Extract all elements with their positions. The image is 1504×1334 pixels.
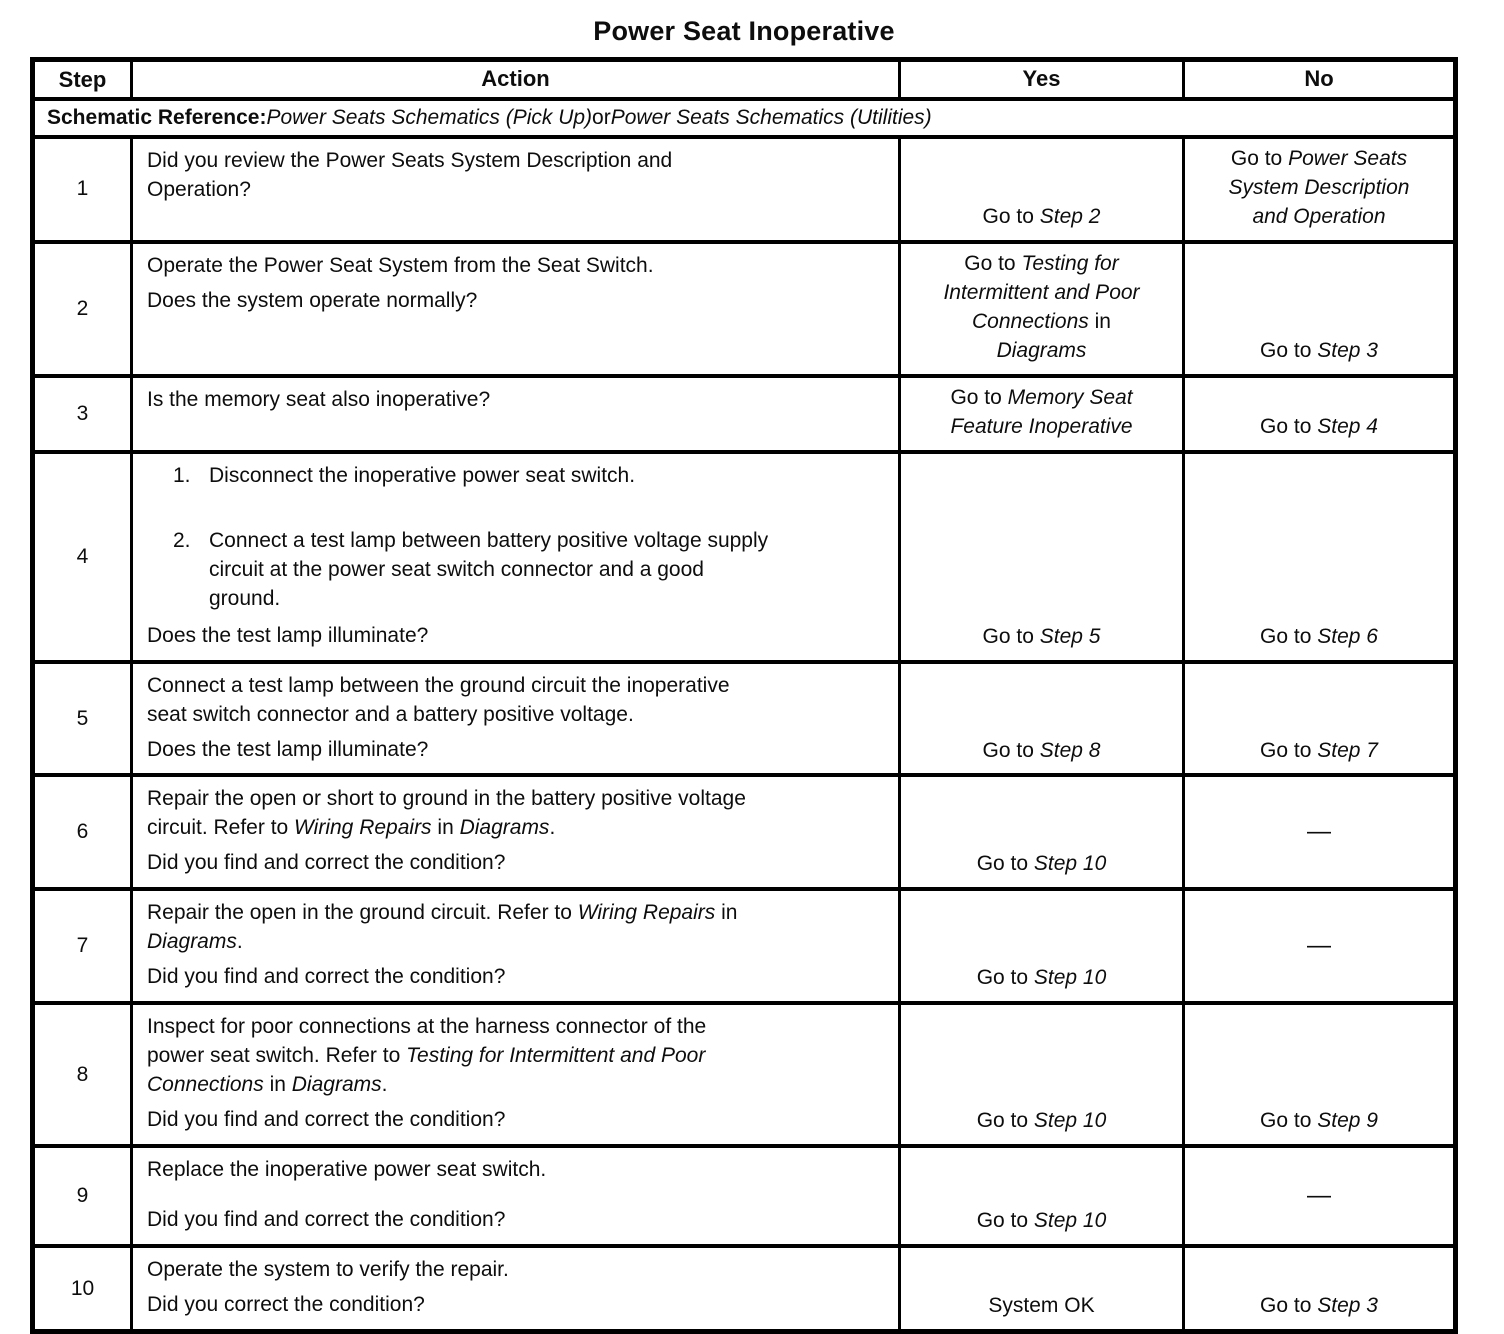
step-number: 5	[35, 664, 133, 774]
text-run: Step 10	[1033, 966, 1107, 990]
text-run: Power Seats Schematics (Pick Up)	[266, 106, 593, 129]
yes-cell-text	[943, 250, 1139, 366]
text-run: Power Seats Schematics (Utilities)	[610, 106, 932, 129]
schematic-reference-row	[35, 101, 1453, 139]
text-run: .	[236, 930, 243, 954]
text-run: in	[715, 901, 738, 925]
text-run: Step 7	[1317, 738, 1378, 762]
yes-cell	[901, 378, 1185, 450]
text-run: Operate the system to verify the repair.	[147, 1258, 509, 1282]
action-question	[147, 843, 882, 878]
text-run: Diagrams	[291, 1073, 382, 1097]
action-question	[147, 614, 882, 651]
page-title: Power Seat Inoperative	[593, 16, 895, 46]
no-cell	[1185, 139, 1453, 240]
text-run: Step 5	[1039, 624, 1101, 648]
text-run: Step 8	[1039, 738, 1101, 762]
column-header-yes: Yes	[901, 62, 1185, 97]
text-run: Go to	[1230, 147, 1289, 170]
yes-cell	[901, 1148, 1185, 1244]
step-number: 2	[35, 244, 133, 374]
text-run: power seat switch. Refer to	[147, 1044, 407, 1068]
text-run: Step 10	[1033, 1109, 1107, 1133]
text-run: Did you review the Power Seats System Description and	[147, 149, 673, 172]
text-run: .	[549, 816, 556, 840]
yes-cell-text	[950, 384, 1132, 442]
text-run: Go to	[1260, 338, 1318, 362]
text-run: —	[1307, 1181, 1331, 1209]
no-cell-text	[1307, 1179, 1331, 1212]
diagnostic-table	[30, 57, 1458, 1334]
table-header-row	[35, 62, 1453, 101]
text-run: Intermittent and Poor	[943, 280, 1140, 304]
text-run: Does the test lamp illuminate?	[147, 737, 429, 761]
action-text	[147, 785, 882, 843]
no-cell-text	[1307, 815, 1331, 848]
action-text	[147, 252, 882, 281]
action-cell	[133, 1248, 901, 1329]
text-run: circuit at the power seat switch connector and a good	[209, 557, 704, 581]
text-run: Go to	[1260, 1294, 1318, 1318]
column-header-no: No	[1304, 66, 1334, 92]
text-run: Step 4	[1317, 414, 1378, 438]
yes-cell	[901, 664, 1185, 774]
no-cell-text	[1260, 737, 1378, 766]
action-cell	[133, 139, 901, 240]
text-run: Go to	[964, 251, 1022, 275]
no-cell	[1185, 777, 1453, 887]
yes-cell-text	[983, 737, 1101, 766]
yes-cell	[901, 1248, 1185, 1329]
list-item-text	[209, 527, 882, 614]
schematic-reference-text	[35, 101, 1453, 135]
text-run: Connect a test lamp between the ground circuit the inoperative	[147, 673, 730, 697]
list-item	[147, 527, 882, 614]
yes-cell-text	[977, 1107, 1107, 1136]
text-run: Diagrams	[147, 930, 237, 954]
text-run: Did you find and correct the condition?	[147, 851, 506, 875]
no-cell-text	[1260, 1292, 1378, 1321]
no-cell	[1185, 1248, 1453, 1329]
yes-cell-text	[977, 1207, 1107, 1236]
text-run: or	[592, 106, 611, 129]
text-run: in	[1088, 309, 1111, 333]
no-cell	[1185, 244, 1453, 374]
table-row	[35, 378, 1453, 454]
no-cell-text	[1260, 413, 1378, 442]
text-run: Did you find and correct the condition?	[147, 1208, 506, 1232]
action-cell	[133, 1148, 901, 1244]
yes-cell	[901, 139, 1185, 240]
yes-cell	[901, 891, 1185, 1001]
action-question	[147, 957, 882, 992]
step-number: 7	[35, 891, 133, 1001]
text-run: Step 3	[1317, 1294, 1378, 1318]
step-number: 4	[35, 454, 133, 660]
text-run: Does the system operate normally?	[147, 288, 478, 312]
text-run: Did you find and correct the condition?	[147, 1108, 506, 1132]
text-run: System Description	[1228, 175, 1410, 199]
action-text	[147, 1156, 882, 1185]
list-item-number: 1.	[173, 463, 191, 487]
text-run: circuit. Refer to	[147, 816, 295, 840]
text-run: Step 2	[1039, 204, 1101, 228]
table-body	[35, 139, 1453, 1329]
text-run: Did you find and correct the condition?	[147, 965, 506, 989]
text-run: Power Seats	[1288, 147, 1408, 170]
step-number: 9	[35, 1148, 133, 1244]
action-cell	[133, 378, 901, 450]
text-run: Go to	[950, 385, 1008, 409]
text-run: Diagrams	[996, 338, 1087, 362]
text-run: Testing for Intermittent and Poor	[406, 1044, 706, 1068]
action-cell	[133, 891, 901, 1001]
no-cell	[1185, 1005, 1453, 1144]
column-header-step: Step	[35, 62, 133, 97]
step-number: 6	[35, 777, 133, 887]
table-row	[35, 454, 1453, 664]
text-run: Connections	[972, 309, 1089, 333]
column-header-action: Action	[133, 62, 901, 97]
action-text	[147, 1013, 882, 1100]
yes-cell-text	[983, 203, 1101, 232]
list-item-number: 2.	[173, 528, 191, 552]
text-run: Step 10	[1033, 1209, 1107, 1233]
text-run: in	[263, 1073, 292, 1097]
action-cell	[133, 777, 901, 887]
text-run: Go to	[1260, 414, 1318, 438]
action-cell	[133, 664, 901, 774]
text-run: Disconnect the inoperative power seat switch.	[209, 463, 636, 487]
table-row	[35, 891, 1453, 1005]
action-text	[147, 287, 882, 316]
text-run: seat switch connector and a battery positive voltage.	[147, 702, 634, 726]
no-cell	[1185, 664, 1453, 774]
table-row	[35, 1005, 1453, 1148]
text-run: Go to	[976, 852, 1034, 876]
text-run: Go to	[982, 624, 1040, 648]
text-run: —	[1307, 931, 1331, 959]
text-run: Does the test lamp illuminate?	[147, 623, 429, 647]
text-run: Repair the open in the ground circuit. Refer to	[147, 901, 578, 925]
action-cell	[133, 1005, 901, 1144]
text-run: System OK	[988, 1294, 1095, 1318]
action-question	[147, 730, 882, 765]
no-cell-text	[1229, 145, 1410, 232]
text-run: —	[1307, 817, 1331, 845]
text-run: ground.	[209, 586, 281, 610]
no-cell-text	[1260, 1107, 1378, 1136]
step-number: 10	[35, 1248, 133, 1329]
yes-cell-text	[977, 850, 1107, 879]
text-run: .	[381, 1073, 388, 1097]
text-run: Replace the inoperative power seat switch.	[147, 1158, 547, 1182]
text-run: Step 3	[1317, 338, 1378, 362]
text-run: Feature Inoperative	[950, 414, 1133, 438]
list-item-text	[209, 462, 882, 491]
text-run: Go to	[1260, 738, 1318, 762]
no-cell	[1185, 891, 1453, 1001]
no-cell	[1185, 378, 1453, 450]
step-number: 1	[35, 139, 133, 240]
no-cell-text	[1260, 623, 1378, 652]
action-question	[147, 1285, 882, 1320]
yes-cell	[901, 244, 1185, 374]
text-run: Step 10	[1033, 852, 1107, 876]
table-row	[35, 244, 1453, 378]
table-row	[35, 1248, 1453, 1329]
text-run: Go to	[1260, 624, 1318, 648]
text-run: Go to	[1260, 1109, 1318, 1133]
yes-cell-text	[977, 964, 1107, 993]
yes-cell	[901, 454, 1185, 660]
table-row	[35, 777, 1453, 891]
text-run: Go to	[976, 1109, 1034, 1133]
text-run: Step 9	[1317, 1109, 1378, 1133]
text-run: Wiring Repairs	[294, 816, 432, 840]
action-text	[147, 672, 882, 730]
text-run: Repair the open or short to ground in the battery positive voltage	[147, 787, 746, 811]
list-item	[147, 462, 882, 491]
text-run: in	[431, 816, 460, 840]
no-cell-text	[1260, 337, 1378, 366]
text-run: Schematic Reference:	[47, 106, 267, 129]
table-row	[35, 1148, 1453, 1248]
text-run: Operation?	[147, 177, 251, 201]
table-row	[35, 664, 1453, 778]
text-run: Go to	[976, 1209, 1034, 1233]
step-number: 8	[35, 1005, 133, 1144]
text-run: Did you correct the condition?	[147, 1293, 425, 1317]
yes-cell-text	[988, 1292, 1094, 1321]
action-question	[147, 1100, 882, 1135]
no-cell-text	[1307, 929, 1331, 962]
text-run: Step 6	[1317, 624, 1378, 648]
action-text	[147, 147, 882, 205]
table-row	[35, 139, 1453, 244]
action-text	[147, 899, 882, 957]
text-run: Go to	[982, 738, 1040, 762]
text-run: Operate the Power Seat System from the Seat Switch.	[147, 253, 654, 277]
action-cell	[133, 244, 901, 374]
yes-cell	[901, 1005, 1185, 1144]
text-run: and Operation	[1252, 204, 1386, 228]
action-cell	[133, 454, 901, 660]
step-number: 3	[35, 378, 133, 450]
yes-cell	[901, 777, 1185, 887]
text-run: Diagrams	[459, 816, 550, 840]
text-run: Testing for	[1021, 251, 1119, 275]
text-run: Inspect for poor connections at the harness connector of the	[147, 1015, 707, 1039]
action-text	[147, 386, 882, 415]
no-cell	[1185, 454, 1453, 660]
text-run: Connections	[147, 1073, 264, 1097]
text-run: Wiring Repairs	[577, 901, 716, 925]
action-text	[147, 1256, 882, 1285]
text-run: Go to	[976, 966, 1034, 990]
yes-cell-text	[983, 623, 1101, 652]
no-cell	[1185, 1148, 1453, 1244]
action-question	[147, 1200, 882, 1235]
text-run: Is the memory seat also inoperative?	[147, 387, 491, 411]
text-run: Go to	[982, 204, 1040, 228]
text-run: Memory Seat	[1007, 385, 1133, 409]
text-run: Connect a test lamp between battery positive voltage supply	[209, 528, 769, 552]
